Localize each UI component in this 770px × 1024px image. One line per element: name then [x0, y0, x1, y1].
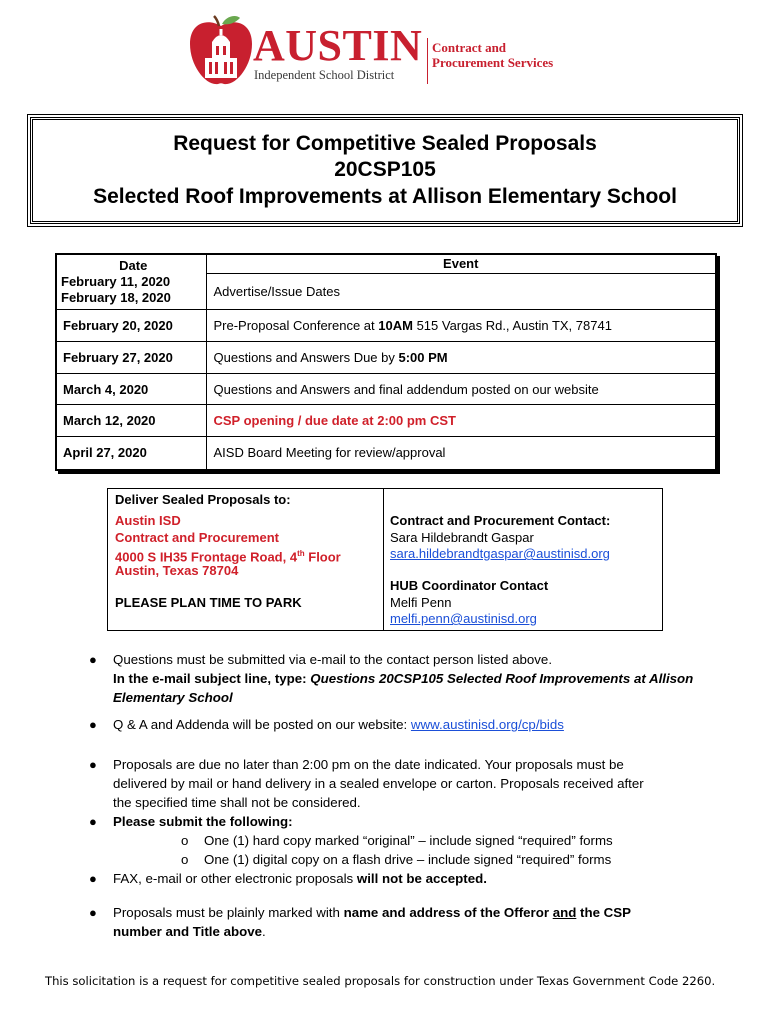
contact-email-link[interactable]: sara.hildebrandtgaspar@austinisd.org	[390, 546, 610, 561]
bullet-text: Proposals are due no later than 2:00 pm on the date indicated. Your proposals must be	[113, 757, 624, 772]
bullet-marker: ●	[89, 717, 97, 732]
bullet-questions	[113, 650, 693, 707]
event-text: Questions and Answers Due by	[213, 350, 399, 365]
bullet-marker: ●	[89, 757, 97, 772]
bullet-website	[113, 715, 564, 734]
event-text: Pre-Proposal Conference at	[213, 318, 379, 333]
sub-bullet-marker: o	[181, 852, 189, 867]
delivery-address-line-4: Austin, Texas 78704	[115, 562, 239, 578]
title-line-1: Request for Competitive Sealed Proposals	[173, 132, 597, 155]
title-box	[30, 117, 740, 224]
bullet-marker: ●	[89, 652, 97, 667]
bullet-text: FAX, e-mail or other electronic proposals	[113, 871, 357, 886]
table-row	[56, 310, 716, 342]
schedule-event: Advertise/Issue Dates	[213, 284, 340, 299]
bullet-subject-label: In the e-mail subject line, type:	[113, 671, 311, 686]
event-time: 10AM	[378, 318, 413, 333]
sub-bullet-digital-copy: One (1) digital copy on a flash drive – include signed “required” forms	[204, 852, 612, 867]
delivery-divider	[383, 489, 384, 630]
bullet-emphasis-underlined: and	[552, 905, 577, 920]
address-street: 4000 S IH35 Frontage Road, 4	[115, 549, 298, 565]
schedule-event: AISD Board Meeting for review/approval	[206, 437, 716, 470]
table-row	[56, 405, 716, 437]
bullet-marking	[113, 903, 631, 941]
table-cell	[206, 254, 716, 310]
title-line-2: 20CSP105	[334, 158, 436, 181]
sub-bullet-hard-copy: One (1) hard copy marked “original” – include signed “required” forms	[204, 833, 613, 848]
title-line-3: Selected Roof Improvements at Allison Elementary School	[93, 185, 677, 208]
address-ordinal: th	[297, 549, 305, 558]
delivery-address-line-1: Austin ISD	[115, 513, 181, 528]
schedule-table	[55, 253, 717, 471]
bullet-fax	[113, 869, 487, 888]
schedule-event: Questions and Answers and final addendum posted on our website	[206, 374, 716, 405]
table-row	[56, 374, 716, 405]
schedule-event	[206, 342, 716, 374]
sub-bullet-marker: o	[181, 833, 189, 848]
bullet-text: Q & A and Addenda will be posted on our website:	[113, 717, 411, 732]
bullet-text: the specified time shall not be considered.	[113, 795, 361, 810]
schedule-event	[206, 310, 716, 342]
bullet-subject-text-2: Elementary School	[113, 690, 233, 705]
column-header-event: Event	[207, 255, 716, 274]
table-cell	[56, 254, 206, 310]
bullet-subject-text: Questions 20CSP105 Selected Roof Improvements at Allison	[310, 671, 694, 686]
schedule-date: March 4, 2020	[56, 374, 206, 405]
logo-wordmark: AUSTIN	[253, 21, 423, 70]
schedule-date: March 12, 2020	[56, 405, 206, 437]
schedule-date: April 27, 2020	[56, 437, 206, 470]
delivery-address-line-2: Contract and Procurement	[115, 529, 279, 545]
department-line-1: Contract and	[432, 40, 507, 55]
bullet-marker: ●	[89, 905, 97, 920]
bullet-emphasis: number and Title above	[113, 924, 263, 939]
table-row	[56, 342, 716, 374]
schedule-header-row	[56, 254, 716, 310]
bullet-text: delivered by mail or hand delivery in a sealed envelope or carton. Proposals received after	[113, 776, 644, 791]
aisd-apple-logo	[188, 14, 254, 88]
schedule-date-2: February 18, 2020	[61, 290, 171, 305]
department-name	[432, 40, 553, 70]
schedule-date: February 27, 2020	[56, 342, 206, 374]
logo-subtitle: Independent School District	[254, 68, 395, 82]
bullet-text: .	[262, 924, 266, 939]
address-floor: Floor	[304, 549, 341, 565]
department-line-2: Procurement Services	[432, 55, 554, 70]
column-header-date: Date	[119, 258, 148, 273]
bullet-text: Questions must be submitted via e-mail to the contact person listed above.	[113, 652, 553, 667]
bullet-marker: ●	[89, 871, 97, 886]
footer-note: This solicitation is a request for competitive sealed proposals for construction under Texas Government Code 2260.	[45, 974, 716, 988]
hub-name: Melfi Penn	[390, 594, 452, 610]
event-time: 5:00 PM	[398, 350, 448, 365]
schedule-date: February 11, 2020	[61, 274, 171, 289]
schedule-date: February 20, 2020	[56, 310, 206, 342]
contact-heading: Contract and Procurement Contact:	[390, 513, 611, 528]
parking-note: PLEASE PLAN TIME TO PARK	[115, 595, 302, 610]
bullet-emphasis: will not be accepted.	[356, 871, 487, 886]
hub-heading: HUB Coordinator Contact	[390, 578, 549, 593]
bullet-due-date	[113, 755, 644, 812]
schedule-event-due-date: CSP opening / due date at 2:00 pm CST	[206, 405, 716, 437]
contact-name: Sara Hildebrandt Gaspar	[390, 529, 534, 545]
bullet-submit-heading: Please submit the following:	[113, 814, 293, 829]
delivery-heading: Deliver Sealed Proposals to:	[115, 492, 291, 507]
hub-email-link[interactable]: melfi.penn@austinisd.org	[390, 611, 537, 626]
bids-website-link[interactable]: www.austinisd.org/cp/bids	[410, 717, 564, 732]
logo-divider	[427, 38, 428, 84]
bullet-emphasis: name and address of the Offeror	[343, 905, 553, 920]
delivery-box	[107, 488, 663, 631]
bullet-emphasis: the CSP	[576, 905, 632, 920]
bullet-text: Proposals must be plainly marked with	[113, 905, 344, 920]
bullet-marker: ●	[89, 814, 97, 829]
event-location: 515 Vargas Rd., Austin TX, 78741	[412, 318, 612, 333]
table-row	[56, 437, 716, 470]
